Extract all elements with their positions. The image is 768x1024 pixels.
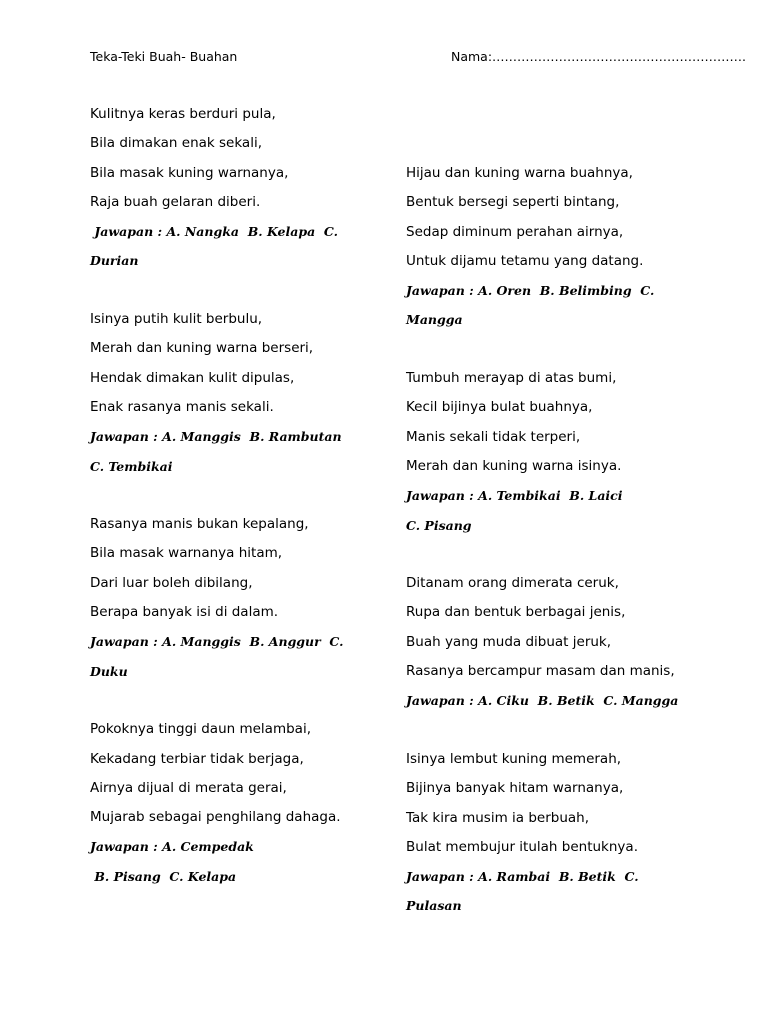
riddle-mangga — [406, 569, 686, 715]
riddle-line: Mujarab sebagai penghilang dahaga. — [90, 809, 341, 826]
riddle-tembikai — [406, 364, 686, 540]
riddle-line: Dari luar boleh dibilang, — [90, 574, 253, 591]
name-field-label: Nama:……………………………………………………. — [451, 49, 747, 64]
answer-options: Jawapan : A. Manggis B. Rambutan — [90, 429, 342, 445]
riddle-betik — [406, 745, 686, 921]
riddle-line: Manis sekali tidak terperi, — [406, 428, 581, 445]
answer-options: Jawapan : A. Ciku B. Betik C. Mangga — [406, 693, 679, 709]
worksheet-title: Teka-Teki Buah- Buahan — [90, 49, 238, 64]
riddle-line: Airnya dijual di merata gerai, — [90, 779, 287, 796]
riddle-manggis — [90, 510, 370, 686]
riddle-line: Rasanya bercampur masam dan manis, — [406, 663, 675, 680]
riddle-line: Ditanam orang dimerata ceruk, — [406, 575, 619, 592]
answer-options: Pulasan — [406, 898, 462, 914]
answer-options: Jawapan : A. Nangka B. Kelapa C. — [90, 224, 338, 240]
riddle-line: Hendak dimakan kulit dipulas, — [90, 369, 295, 386]
answer-options: Jawapan : A. Tembikai B. Laici — [406, 488, 623, 504]
riddle-line: Rupa dan bentuk berbagai jenis, — [406, 604, 626, 621]
riddle-line: Bijinya banyak hitam warnanya, — [406, 780, 624, 797]
left-column — [90, 100, 370, 891]
right-column — [406, 159, 686, 921]
riddle-line: Pokoknya tinggi daun melambai, — [90, 721, 311, 738]
riddle-line: Kekadang terbiar tidak berjaga, — [90, 750, 304, 767]
riddle-line: Enak rasanya manis sekali. — [90, 398, 274, 415]
answer-options: Durian — [90, 253, 139, 269]
riddle-line: Berapa banyak isi di dalam. — [90, 604, 279, 621]
answer-options: B. Pisang C. Kelapa — [90, 868, 237, 884]
riddle-line: Isinya putih kulit berbulu, — [90, 311, 263, 328]
riddle-line: Merah dan kuning warna berseri, — [90, 340, 314, 357]
answer-options: Jawapan : A. Rambai B. Betik C. — [406, 869, 639, 885]
riddle-line: Tak kira musim ia berbuah, — [406, 809, 589, 826]
riddle-durian — [90, 100, 370, 276]
riddle-line: Bila masak kuning warnanya, — [90, 164, 289, 181]
riddle-line: Hijau dan kuning warna buahnya, — [406, 165, 633, 181]
answer-options: Jawapan : A. Manggis B. Anggur C. — [90, 634, 344, 650]
riddle-line: Bentuk bersegi seperti bintang, — [406, 194, 620, 211]
riddle-line: Raja buah gelaran diberi. — [90, 193, 261, 210]
riddle-line: Tumbuh merayap di atas bumi, — [406, 370, 617, 387]
riddle-line: Bila dimakan enak sekali, — [90, 135, 262, 152]
riddle-line: Bulat membujur itulah bentuknya. — [406, 838, 638, 855]
riddle-line: Buah yang muda dibuat jeruk, — [406, 633, 612, 650]
riddle-line: Kecil bijinya bulat buahnya, — [406, 399, 593, 416]
riddle-rambutan — [90, 305, 370, 481]
answer-options: C. Pisang — [406, 517, 472, 533]
answer-options: Mangga — [406, 312, 463, 328]
riddle-kelapa — [90, 715, 370, 891]
riddle-belimbing — [406, 159, 686, 335]
riddle-line: Bila masak warnanya hitam, — [90, 545, 283, 562]
riddle-line: Merah dan kuning warna isinya. — [406, 457, 622, 474]
riddle-line: Untuk dijamu tetamu yang datang. — [406, 252, 644, 269]
answer-options: C. Tembikai — [90, 458, 173, 474]
riddle-line: Rasanya manis bukan kepalang, — [90, 516, 309, 533]
riddle-line: Kulitnya keras berduri pula, — [90, 106, 276, 122]
riddle-line: Isinya lembut kuning memerah, — [406, 750, 622, 767]
answer-options: Jawapan : A. Oren B. Belimbing C. — [406, 283, 655, 299]
answer-options: Jawapan : A. Cempedak — [90, 839, 254, 855]
riddle-line: Sedap diminum perahan airnya, — [406, 223, 624, 240]
answer-options: Duku — [90, 663, 128, 679]
